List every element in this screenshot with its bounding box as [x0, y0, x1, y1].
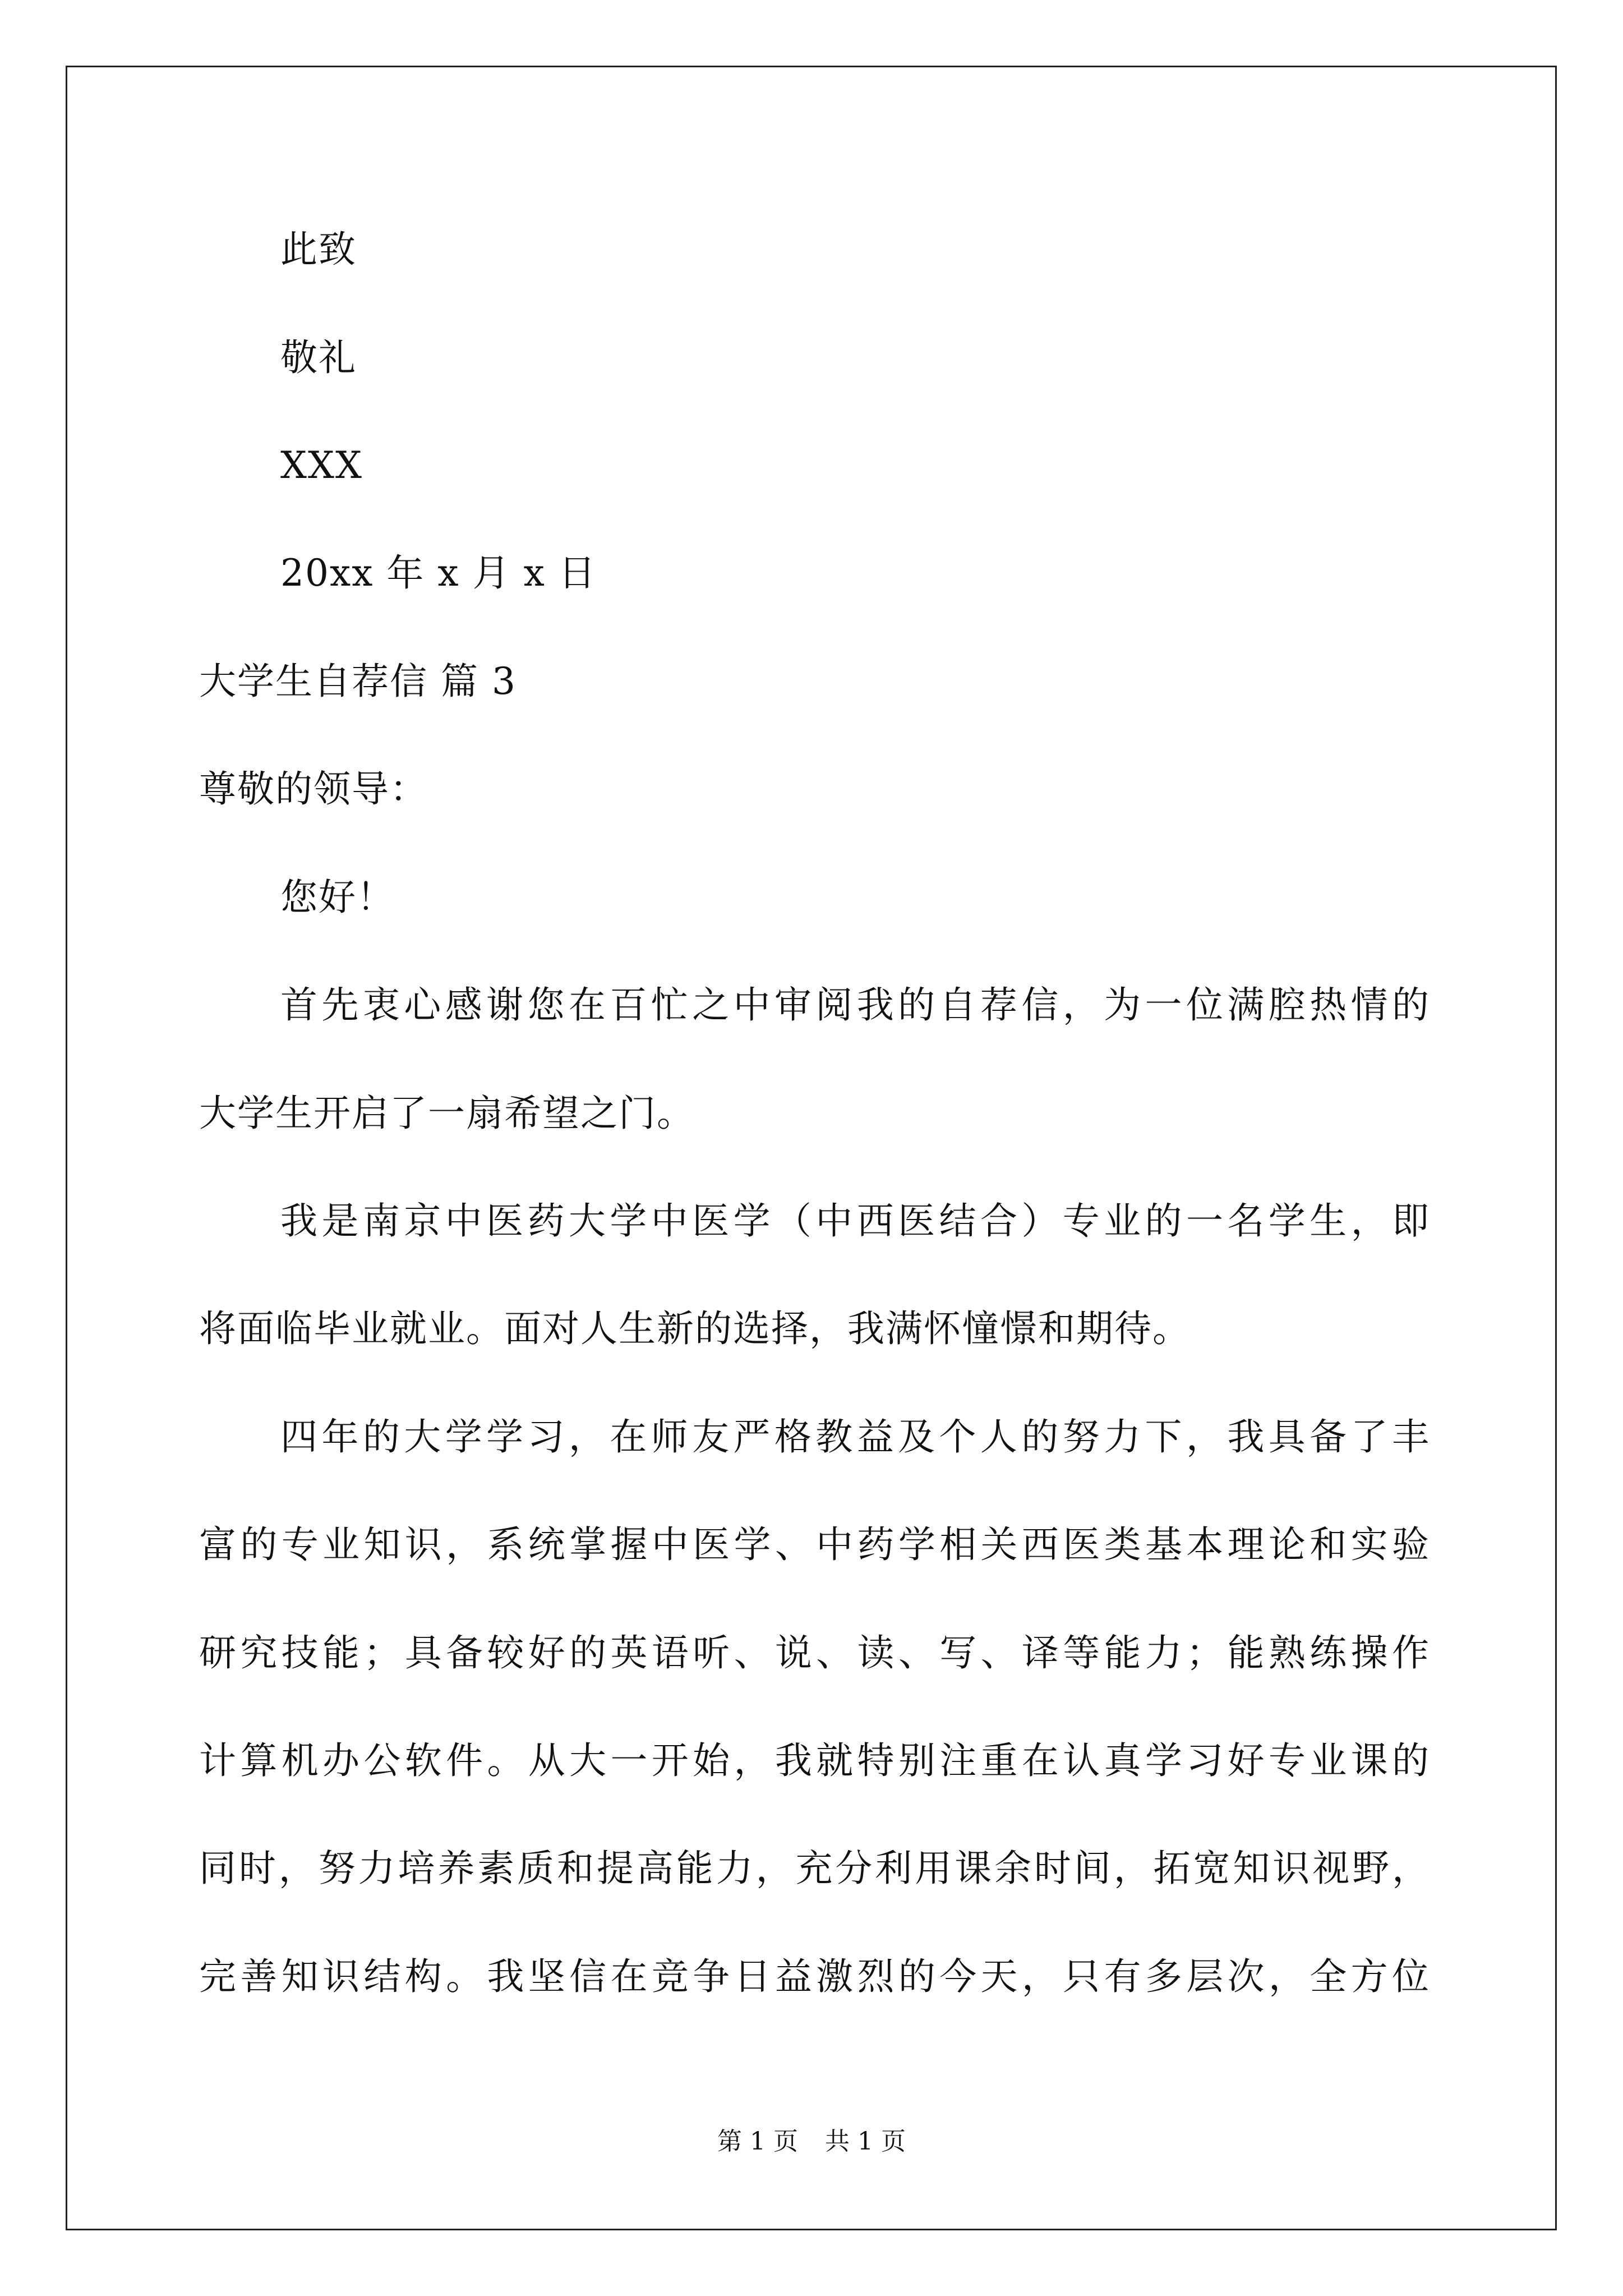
paragraph-2-line-1: 我是南京中医药大学中医学（中西医结合）专业的一名学生，即: [280, 1199, 1430, 1243]
paragraph-3-line-5: 同时，努力培养素质和提高能力，充分利用课余时间，拓宽知识视野，: [199, 1847, 1430, 1890]
paragraph-3-line-6: 完善知识结构。我坚信在竞争日益激烈的今天，只有多层次，全方位: [199, 1955, 1430, 1998]
paragraph-1-line-2: 大学生开启了一扇希望之门。: [199, 1092, 695, 1135]
paragraph-3-line-1: 四年的大学学习，在师友严格教益及个人的努力下，我具备了丰: [280, 1415, 1430, 1458]
page-number: 第 1 页: [717, 2127, 798, 2156]
paragraph-2-line-2: 将面临毕业就业。面对人生新的选择，我满怀憧憬和期待。: [199, 1307, 1191, 1350]
hello-line: 您好！: [280, 876, 395, 919]
paragraph-3-line-3: 研究技能；具备较好的英语听、说、读、写、译等能力；能熟练操作: [199, 1631, 1430, 1674]
closing-respect: 敬礼: [280, 336, 357, 379]
page-footer: [0, 2126, 1623, 2157]
greeting: 尊敬的领导：: [199, 767, 428, 811]
closing-salutation: 此致: [280, 228, 357, 271]
section-heading: 大学生自荐信 篇 3: [199, 660, 517, 703]
date: 20xx 年 x 月 x 日: [280, 551, 597, 595]
page-border: [66, 66, 1557, 2230]
paragraph-1-line-1: 首先衷心感谢您在百忙之中审阅我的自荐信，为一位满腔热情的: [280, 983, 1430, 1027]
page-total: 共 1 页: [825, 2127, 906, 2156]
signature: XXX: [280, 444, 363, 487]
paragraph-3-line-4: 计算机办公软件。从大一开始，我就特别注重在认真学习好专业课的: [199, 1739, 1430, 1782]
paragraph-3-line-2: 富的专业知识，系统掌握中医学、中药学相关西医类基本理论和实验: [199, 1523, 1430, 1566]
